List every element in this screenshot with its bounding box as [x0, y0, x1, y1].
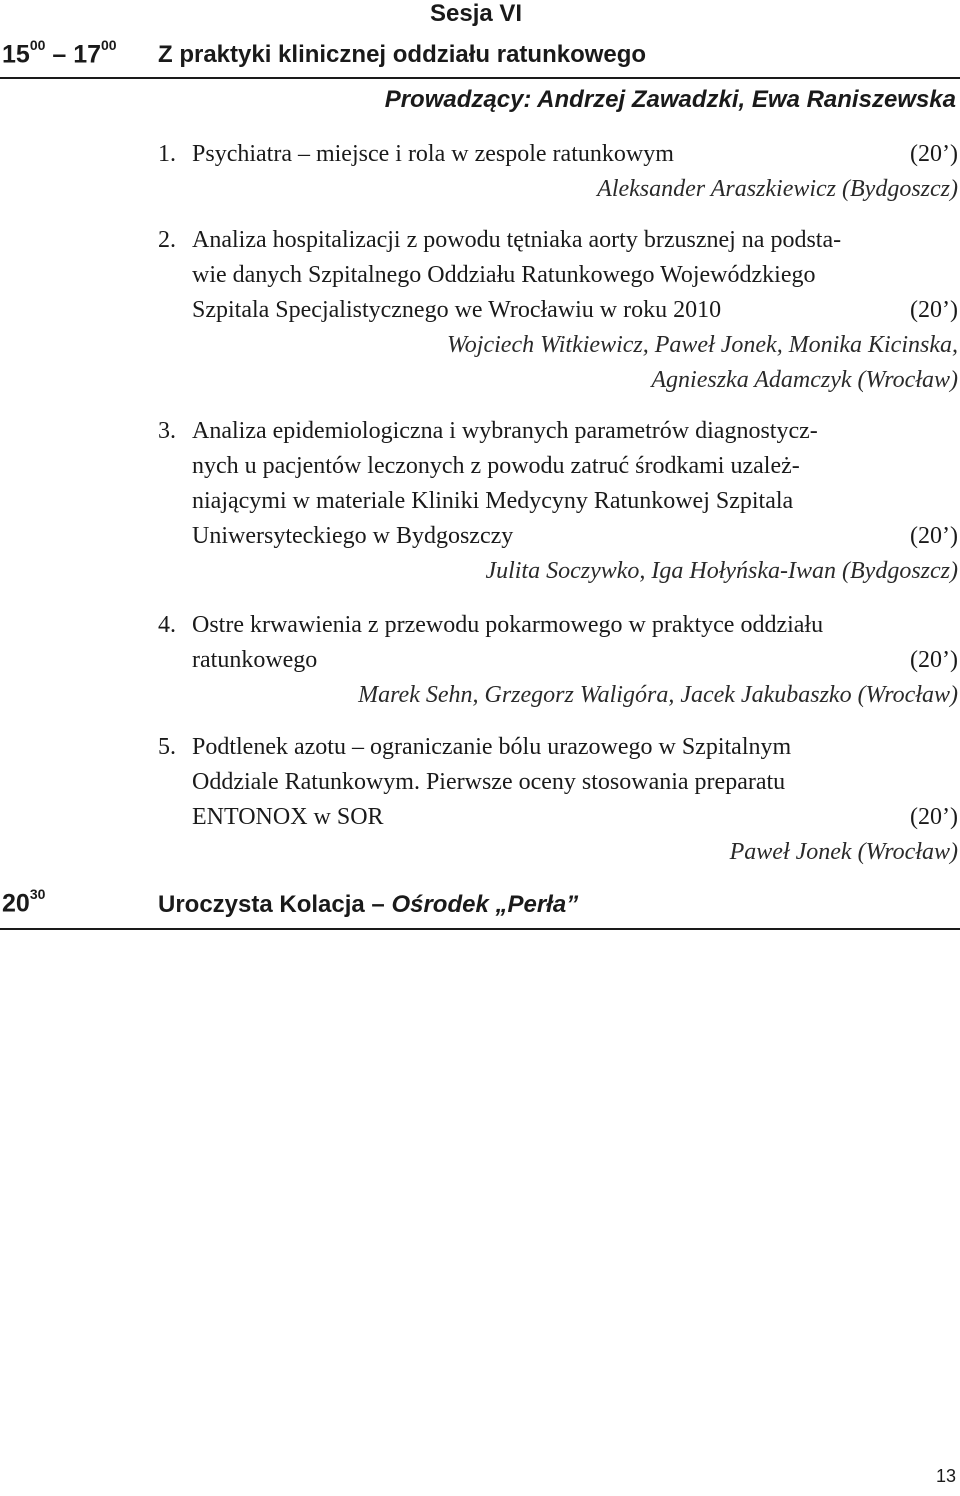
- talk-duration: (20’): [910, 297, 958, 323]
- dinner-min: 30: [29, 886, 46, 902]
- talk-title: ratunkowego: [192, 647, 318, 673]
- dinner-venue: Ośrodek „Perła”: [391, 891, 579, 918]
- dinner-title: [158, 891, 578, 919]
- talk-duration: (20’): [910, 523, 958, 549]
- talk-item: [158, 608, 958, 713]
- talk-item: [158, 730, 958, 870]
- dinner-divider: [0, 928, 960, 930]
- session-time-dash: –: [52, 40, 67, 69]
- talk-title: Psychiatra – miejsce i rola w zespole ratunkowym: [192, 141, 674, 167]
- dinner-time: [2, 886, 46, 918]
- talk-title-last-line: [192, 800, 958, 835]
- talk-number: 4.: [158, 612, 176, 638]
- session-time: [2, 37, 117, 69]
- session-label: Sesja VI: [430, 0, 523, 27]
- talk-title-last-line: [192, 519, 958, 554]
- session-moderators: Prowadzący: Andrzej Zawadzki, Ewa Raniszewska: [384, 86, 956, 113]
- dinner-title-plain: Uroczysta Kolacja –: [158, 891, 392, 918]
- talk-title: ENTONOX w SOR: [192, 804, 384, 830]
- talk-title: Szpitala Specjalistycznego we Wrocławiu w roku 2010: [192, 297, 722, 323]
- dinner-hour: 20: [2, 889, 30, 918]
- session-end-hour: 17: [73, 40, 102, 69]
- talk-number: 2.: [158, 227, 176, 253]
- talk-authors: Wojciech Witkiewicz, Paweł Jonek, Monika Kicinska,: [447, 332, 958, 358]
- talk-authors: Paweł Jonek (Wrocław): [729, 839, 958, 865]
- talk-number: 5.: [158, 734, 176, 760]
- talk-authors: Aleksander Araszkiewicz (Bydgoszcz): [597, 176, 958, 202]
- talk-number: 1.: [158, 141, 176, 167]
- session-title: Z praktyki klinicznej oddziału ratunkowego: [158, 41, 647, 68]
- talk-item: [158, 223, 958, 398]
- page-number: 13: [935, 1466, 956, 1486]
- talk-item: [158, 137, 958, 207]
- session-divider: [0, 77, 960, 79]
- session-start-hour: 15: [2, 40, 30, 69]
- talk-item: [158, 414, 958, 589]
- talk-title-line: niającymi w materiale Kliniki Medycyny Ratunkowej Szpitala: [192, 488, 794, 514]
- talk-authors: Agnieszka Adamczyk (Wrocław): [651, 367, 958, 393]
- talk-title-line: Podtlenek azotu – ograniczanie bólu urazowego w Szpitalnym: [192, 734, 792, 760]
- talk-title-line: Ostre krwawienia z przewodu pokarmowego w praktyce oddziału: [192, 612, 824, 638]
- talk-title-line: wie danych Szpitalnego Oddziału Ratunkowego Wojewódzkiego: [192, 262, 816, 288]
- talk-authors: Julita Soczywko, Iga Hołyńska-Iwan (Bydgoszcz): [485, 558, 958, 584]
- talk-title-last-line: [192, 293, 958, 328]
- session-end-min: 00: [101, 37, 117, 53]
- session-start-min: 00: [29, 37, 46, 53]
- talk-title-line: Analiza epidemiologiczna i wybranych parametrów diagnostycz-: [192, 418, 818, 444]
- talk-number: 3.: [158, 418, 176, 444]
- talk-duration: (20’): [910, 804, 958, 830]
- talk-duration: (20’): [910, 141, 958, 167]
- talk-title-line: Analiza hospitalizacji z powodu tętniaka aorty brzusznej na podsta-: [192, 227, 842, 253]
- talk-duration: (20’): [910, 647, 958, 673]
- talk-title-line: nych u pacjentów leczonych z powodu zatruć środkami uzależ-: [192, 453, 800, 479]
- talk-title-last-line: [192, 643, 958, 678]
- talk-title-line: Oddziale Ratunkowym. Pierwsze oceny stosowania preparatu: [192, 769, 786, 795]
- talk-authors: Marek Sehn, Grzegorz Waligóra, Jacek Jakubaszko (Wrocław): [358, 682, 958, 708]
- talk-title: Uniwersyteckiego w Bydgoszczy: [192, 523, 514, 549]
- talk-title-last-line: [192, 137, 958, 172]
